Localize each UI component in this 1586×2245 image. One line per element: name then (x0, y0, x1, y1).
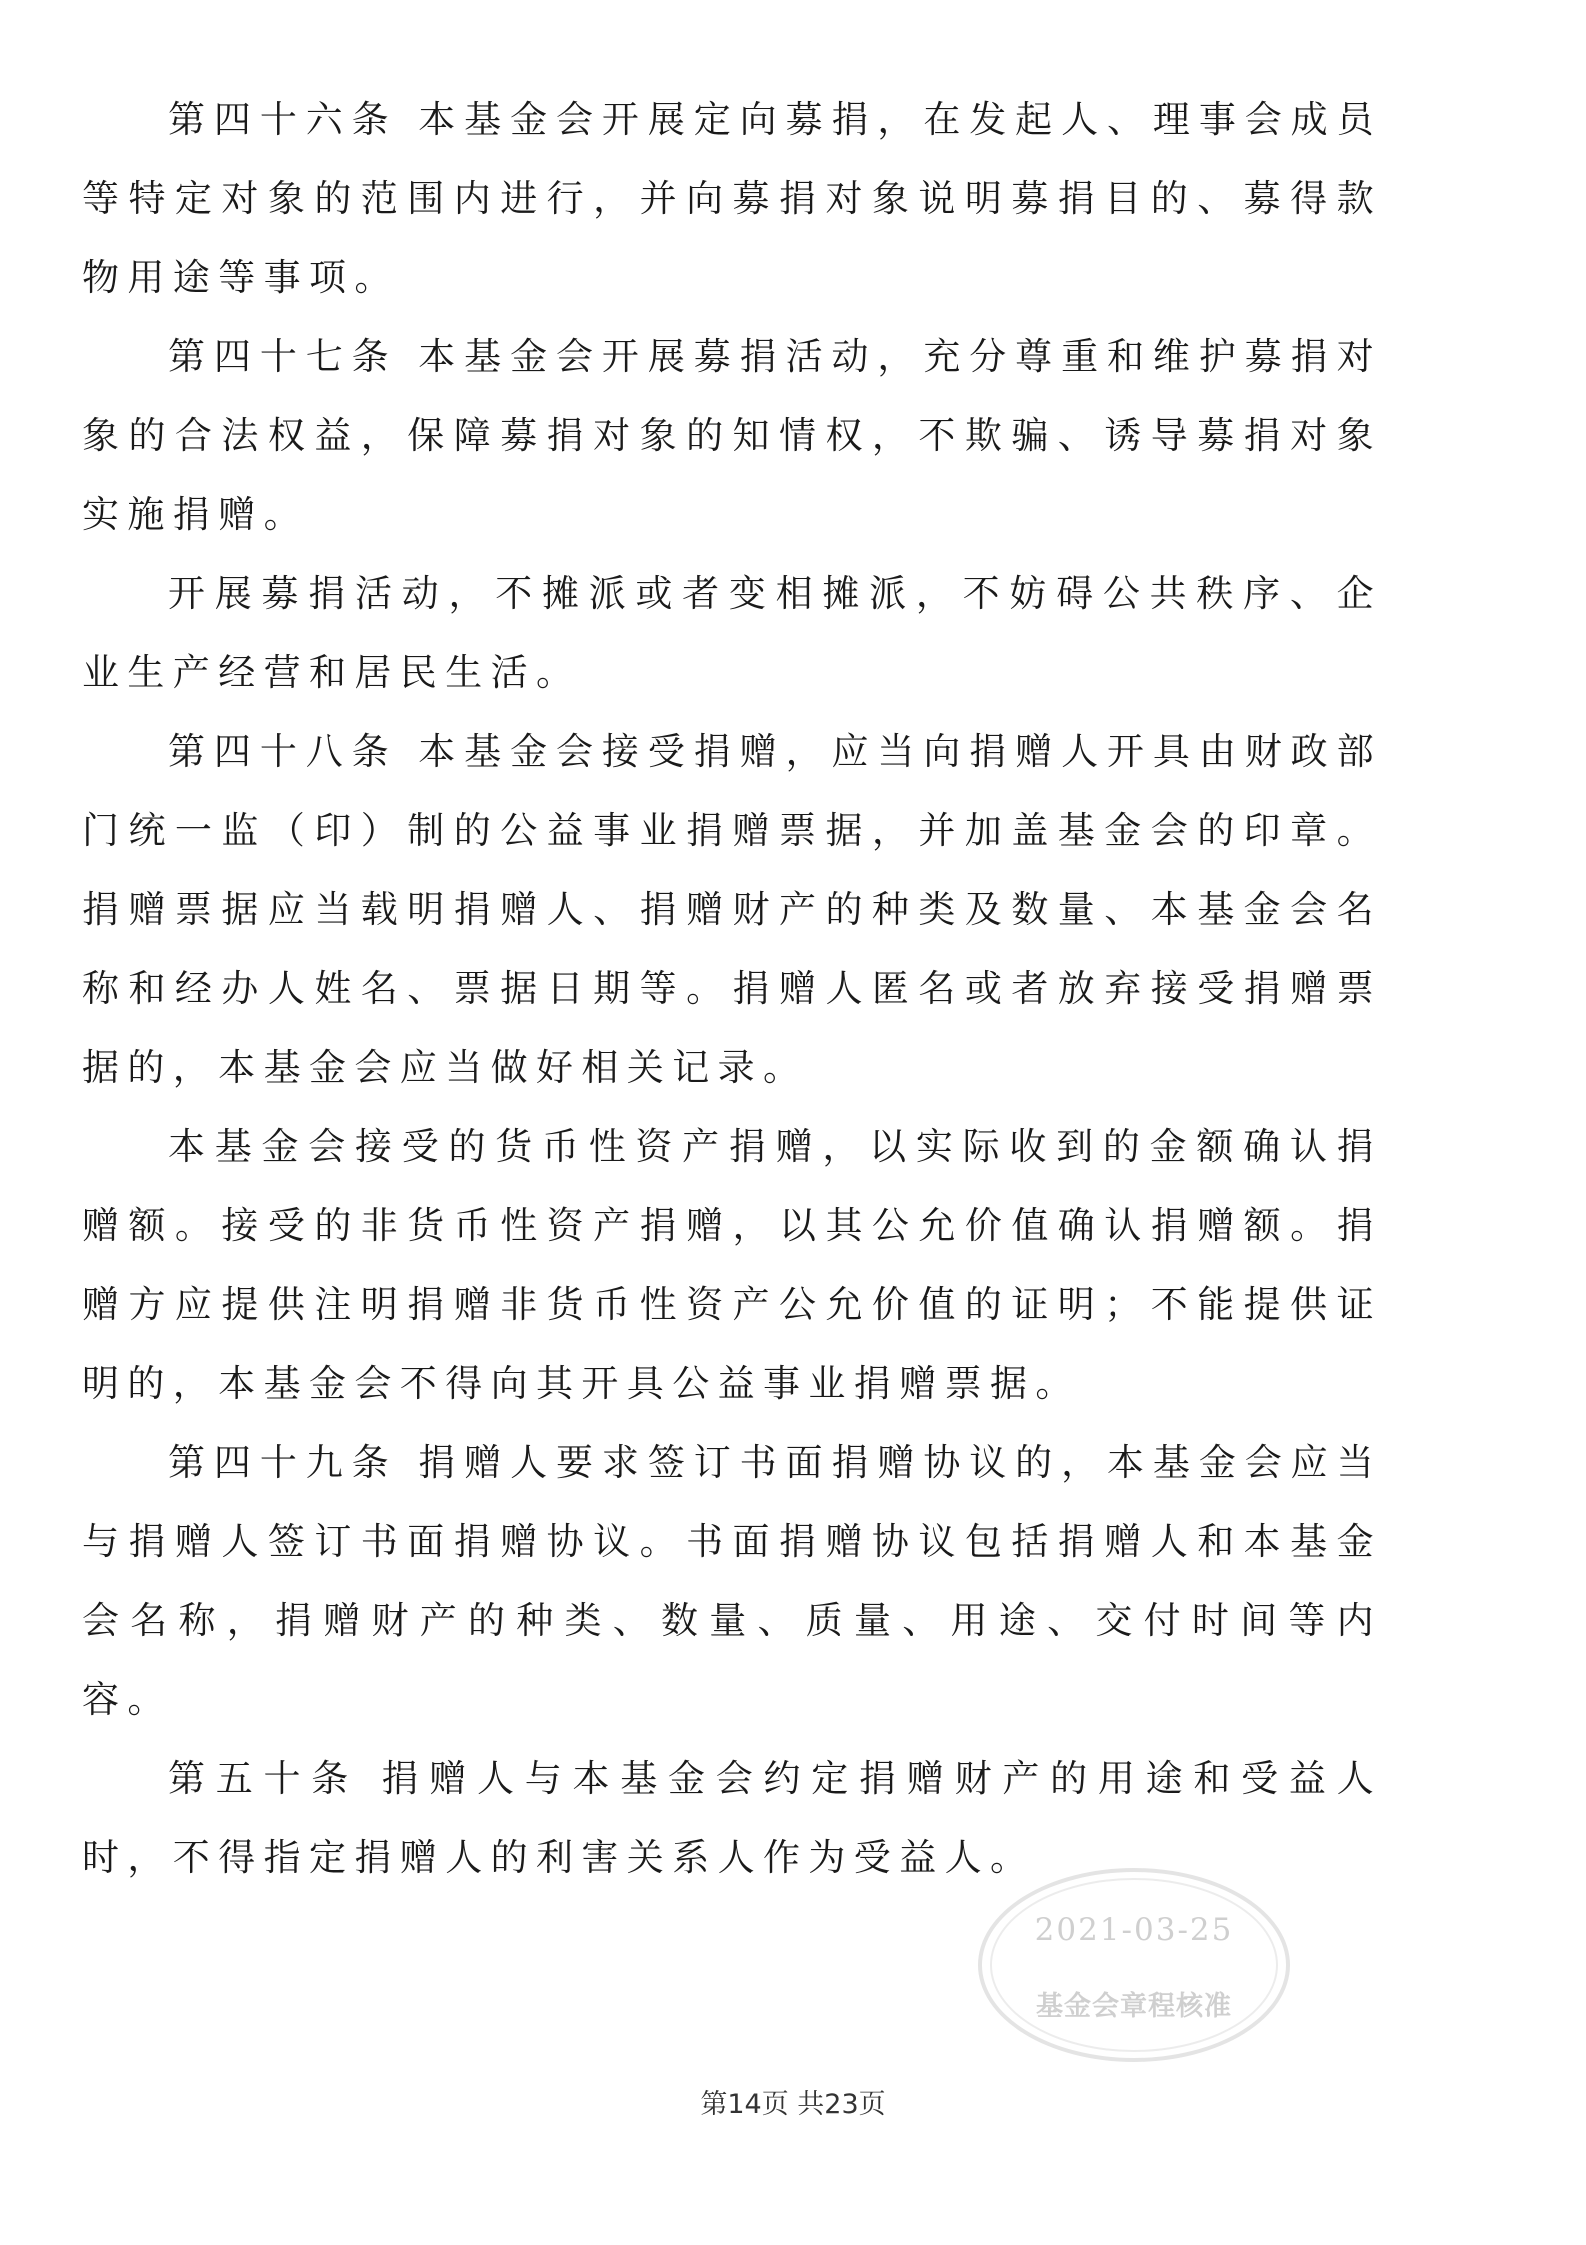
article-48-continuation-paragraph: 本基金会接受的货币性资产捐赠，以实际收到的金额确认捐赠额。接受的非货币性资产捐赠，以其公允价值确认捐赠额。捐赠方应提供注明捐赠非货币性资产公允价值的证明；不能提供证明的，本基金会不得向其开具公益事业捐赠票据。 (82, 1125, 1382, 1405)
article-47-paragraph: 第四十七条 本基金会开展募捐活动，充分尊重和维护募捐对象的合法权益，保障募捐对象的知情权，不欺骗、诱导募捐对象实施捐赠。 (82, 335, 1382, 536)
document-body (82, 80, 1382, 1897)
article-50-paragraph: 第五十条 捐赠人与本基金会约定捐赠财产的用途和受益人时，不得指定捐赠人的利害关系人作为受益人。 (82, 1757, 1382, 1879)
article-48-paragraph: 第四十八条 本基金会接受捐赠，应当向捐赠人开具由财政部门统一监（印）制的公益事业捐赠票据，并加盖基金会的印章。捐赠票据应当载明捐赠人、捐赠财产的种类及数量、本基金会名称和经办人姓名、票据日期等。捐赠人匿名或者放弃接受捐赠票据的，本基金会应当做好相关记录。 (82, 730, 1382, 1089)
article-46-paragraph: 第四十六条 本基金会开展定向募捐，在发起人、理事会成员等特定对象的范围内进行，并向募捐对象说明募捐目的、募得款物用途等事项。 (82, 98, 1382, 299)
stamp-text: 基金会章程核准 (1036, 1991, 1232, 2022)
article-47-continuation-paragraph: 开展募捐活动，不摊派或者变相摊派，不妨碍公共秩序、企业生产经营和居民生活。 (82, 572, 1382, 694)
page-number-footer: 第14页 共23页 (700, 2089, 886, 2120)
approval-stamp (978, 1868, 1290, 2062)
stamp-date: 2021-03-25 (1034, 1912, 1234, 1948)
article-49-paragraph: 第四十九条 捐赠人要求签订书面捐赠协议的，本基金会应当与捐赠人签订书面捐赠协议。书面捐赠协议包括捐赠人和本基金会名称，捐赠财产的种类、数量、质量、用途、交付时间等内容。 (82, 1441, 1382, 1721)
stamp-inner-ring (990, 1878, 1278, 2052)
